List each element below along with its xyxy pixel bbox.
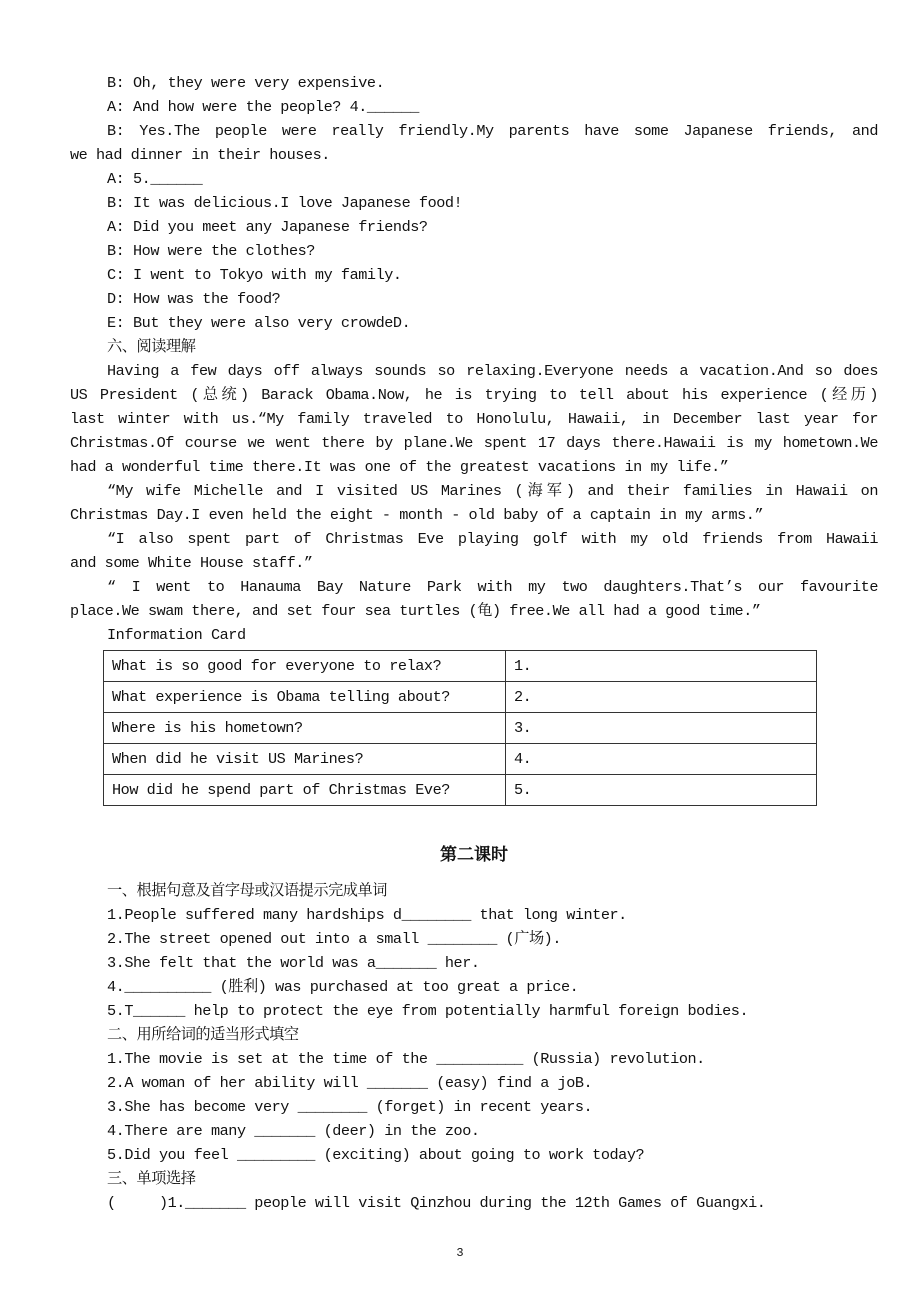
text-line: US President (总统) Barack Obama.Now, he is trying to tell about his experience (经历) xyxy=(70,386,878,404)
text-line: B: Oh, they were very expensive. xyxy=(107,74,385,92)
text-line: Christmas.Of course we went there by plane.We spent 17 days there.Hawaii is my hometown.We xyxy=(70,434,878,452)
text-line: 4.__________ (胜利) was purchased at too great a price. xyxy=(107,978,579,996)
text-line: 三、单项选择 xyxy=(107,1170,196,1188)
question-cell: What is so good for everyone to relax? xyxy=(104,651,506,682)
text-line: we had dinner in their houses. xyxy=(70,146,330,164)
text-line: 1.The movie is set at the time of the __________ (Russia) revolution. xyxy=(107,1050,705,1068)
text-line: 3.She felt that the world was a_______ her. xyxy=(107,954,480,972)
text-line: D: How was the food? xyxy=(107,290,281,308)
answer-cell[interactable]: 5. xyxy=(506,775,817,806)
text-line: 4.There are many _______ (deer) in the zoo. xyxy=(107,1122,480,1140)
text-line: “I also spent part of Christmas Eve playing golf with my old friends from Hawaii xyxy=(107,530,878,548)
text-line: 2.The street opened out into a small ________ (广场). xyxy=(107,930,562,948)
question-cell: When did he visit US Marines? xyxy=(104,744,506,775)
text-line: 5.Did you feel _________ (exciting) about going to work today? xyxy=(107,1146,645,1164)
text-line: place.We swam there, and set four sea turtles (龟) free.We all had a good time.” xyxy=(70,602,761,620)
text-line: B: It was delicious.I love Japanese food! xyxy=(107,194,463,212)
text-line: A: And how were the people? 4.______ xyxy=(107,98,419,116)
page-content xyxy=(70,71,878,1215)
text-line: 2.A woman of her ability will _______ (easy) find a joB. xyxy=(107,1074,593,1092)
question-cell: Where is his hometown? xyxy=(104,713,506,744)
text-line: “ I went to Hanauma Bay Nature Park with my two daughters.That’s our favourite xyxy=(107,578,878,596)
table-row xyxy=(104,744,817,775)
text-line: had a wonderful time there.It was one of the greatest vacations in my life.” xyxy=(70,458,729,476)
text-line: 5.T______ help to protect the eye from potentially harmful foreign bodies. xyxy=(107,1002,749,1020)
text-line: Having a few days off always sounds so relaxing.Everyone needs a vacation.And so does xyxy=(107,362,878,380)
text-line: 二、用所给词的适当形式填空 xyxy=(107,1026,299,1044)
exercise-section xyxy=(70,879,878,1215)
text-line: Information Card xyxy=(107,626,246,644)
dialogue-and-reading-passage xyxy=(70,71,878,647)
text-line: 一、根据句意及首字母或汉语提示完成单词 xyxy=(107,882,388,900)
question-cell: What experience is Obama telling about? xyxy=(104,682,506,713)
text-line: E: But they were also very crowdeD. xyxy=(107,314,411,332)
answer-cell[interactable]: 3. xyxy=(506,713,817,744)
text-line: 六、阅读理解 xyxy=(107,338,196,356)
text-line: A: 5.______ xyxy=(107,170,203,188)
text-line: A: Did you meet any Japanese friends? xyxy=(107,218,428,236)
answer-cell[interactable]: 4. xyxy=(506,744,817,775)
text-line: 1.People suffered many hardships d________ that long winter. xyxy=(107,906,627,924)
text-line: “My wife Michelle and I visited US Marines (海军) and their families in Hawaii on xyxy=(107,482,878,500)
text-line: 3.She has become very ________ (forget) in recent years. xyxy=(107,1098,593,1116)
page-number: 3 xyxy=(456,1246,464,1260)
question-cell: How did he spend part of Christmas Eve? xyxy=(104,775,506,806)
text-line: B: Yes.The people were really friendly.My parents have some Japanese friends, and xyxy=(107,122,878,140)
table-row xyxy=(104,775,817,806)
information-card-table xyxy=(103,650,817,806)
table-row xyxy=(104,651,817,682)
table-row xyxy=(104,682,817,713)
text-line: B: How were the clothes? xyxy=(107,242,315,260)
table-row xyxy=(104,713,817,744)
text-line: ( )1._______ people will visit Qinzhou during the 12th Games of Guangxi. xyxy=(107,1194,766,1212)
text-line: and some White House staff.” xyxy=(70,554,313,572)
answer-cell[interactable]: 1. xyxy=(506,651,817,682)
text-line: Christmas Day.I even held the eight - month - old baby of a captain in my arms.” xyxy=(70,506,764,524)
lesson-title: 第二课时 xyxy=(440,845,508,865)
answer-cell[interactable]: 2. xyxy=(506,682,817,713)
text-line: C: I went to Tokyo with my family. xyxy=(107,266,402,284)
text-line: last winter with us.“My family traveled to Honolulu, Hawaii, in December last year for xyxy=(70,410,878,428)
